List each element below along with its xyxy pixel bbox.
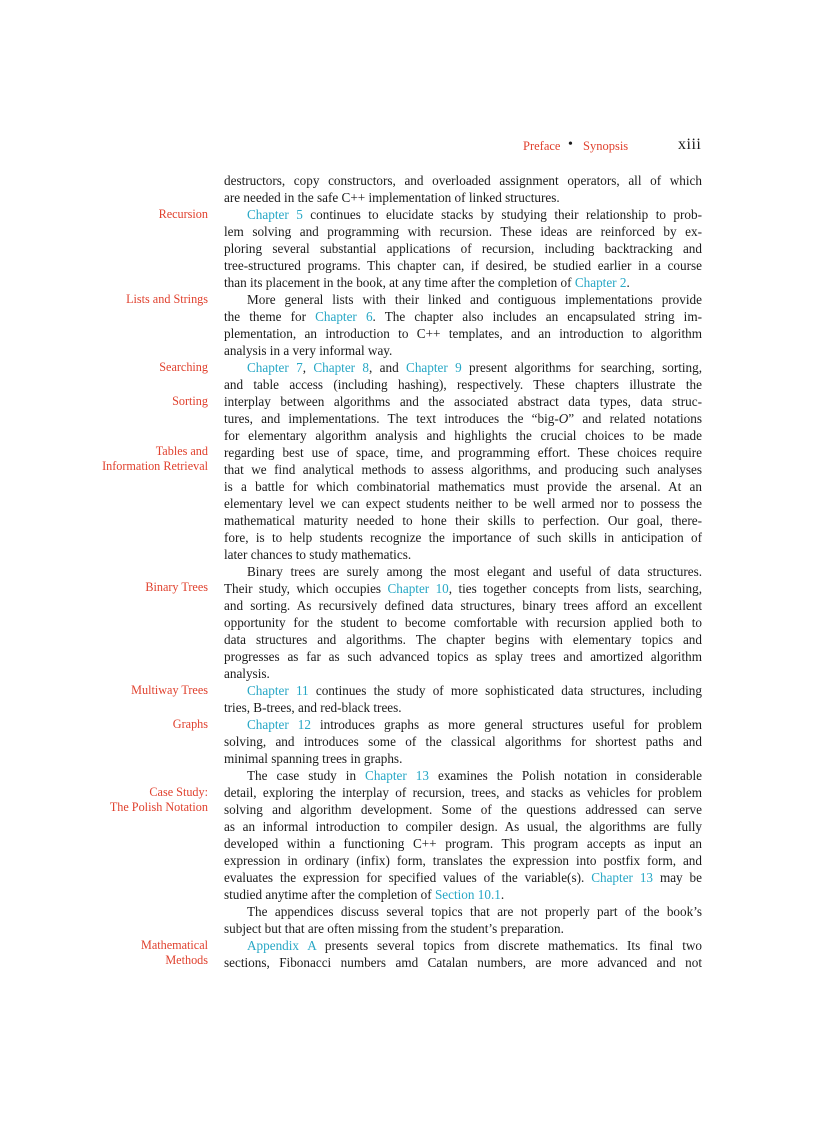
section-10-1-link[interactable]: Section 10.1 [434,887,501,902]
text-line: fore, is to help students recognize the importance of such skills in anticipation of [224,530,702,545]
text-line: The appendices discuss several topics that are not properly part of the book’s [247,904,702,919]
text-line: Chapter 7, Chapter 8, and Chapter 9 present algorithms for searching, sorting, [247,360,703,375]
chapter-9-link[interactable]: Chapter 9 [406,360,462,375]
margin-note-tables: Tables and [155,444,208,458]
chapter-6-link[interactable]: Chapter 6 [315,309,373,324]
margin-note-sorting: Sorting [172,394,208,408]
page-number: xiii [678,136,702,153]
text-line: and table access (including hashing), respectively. These chapters illustrate the [224,377,702,392]
margin-note-recursion: Recursion [158,207,208,221]
text-line: ploring several substantial applications of recursion, including backtracking and [224,241,702,256]
margin-note-graphs: Graphs [172,717,208,731]
text-line: are needed in the safe C++ implementation of linked structures. [224,190,560,205]
text-line: Chapter 5 continues to elucidate stacks by studying their relationship to prob- [247,207,702,222]
text-line: plementation, an introduction to C++ templates, and an introduction to algorithm [224,326,702,341]
text-line: The case study in Chapter 13 examines the Polish notation in considerable [247,768,703,783]
text-line: opportunity for the student to become comfortable with recursion applied both to [224,615,702,630]
text-line: elementary level we can expect students neither to be well armed nor to possess the [224,496,702,511]
text-line: solving, and introduces some of the classical algorithms for shortest paths and [224,734,702,749]
chapter-5-link[interactable]: Chapter 5 [247,207,303,222]
header-separator: • [568,137,573,152]
margin-note-searching: Searching [159,360,208,374]
text-line: Binary trees are surely among the most elegant and useful of data structures. [247,564,702,579]
text-line: is a battle for which combinatorial mathematics must provide the arsenal. At an [224,479,702,494]
margin-note-mathematical: Mathematical [140,938,208,952]
text-line: regarding best use of space, time, and programming effort. These choices require [224,445,702,460]
margin-note-methods: Methods [165,953,208,967]
margin-note-multiway-trees: Multiway Trees [131,683,208,697]
text-line: studied anytime after the completion of Section 10.1. [224,887,505,902]
text-line: minimal spanning trees in graphs. [224,751,403,766]
text-line: sections, Fibonacci numbers amd Catalan numbers, are more advanced and not [224,955,702,970]
text-line: tree-structured programs. This chapter can, if desired, be studied earlier in a course [224,258,702,273]
header-section: Preface [523,139,561,153]
text-line: evaluates the expression for specified values of the variable(s). Chapter 13 may be [224,870,702,885]
text-line: lem solving and programming with recursion. These ideas are reinforced by ex- [224,224,702,239]
margin-note-lists-strings: Lists and Strings [126,292,208,306]
text-line: progresses as far as such advanced topics as splay trees and amortized algorithm [224,649,702,664]
text-line: as an informal introduction to compiler design. As usual, the algorithms are fully [224,819,702,834]
text-line: tures, and implementations. The text introduces the “big-O” and related notations [224,411,702,426]
appendix-a-link[interactable]: Appendix A [247,938,316,953]
text-line: destructors, copy constructors, and overloaded assignment operators, all of which [224,173,702,188]
text-line: interplay between algorithms and the associated abstract data types, data struc- [224,394,702,409]
chapter-7-link[interactable]: Chapter 7 [247,360,303,375]
chapter-11-link[interactable]: Chapter 11 [247,683,309,698]
text-line: the theme for Chapter 6. The chapter also includes an encapsulated string im- [224,309,702,324]
margin-note-case-study: Case Study: [149,785,208,799]
text-line: data structures and algorithms. The chapter begins with elementary topics and [224,632,702,647]
text-line: detail, exploring the interplay of recursion, trees, and stacks as vehicles for problem [224,785,702,800]
text-line: Their study, which occupies Chapter 10, ties together concepts from lists, searching, [224,581,702,596]
chapter-13-link[interactable]: Chapter 13 [365,768,429,783]
text-line: developed within a functioning C++ program. This program accepts as input an [224,836,702,851]
running-header [0,136,816,156]
text-line: solving and algorithm development. Some of the questions addressed can serve [224,802,702,817]
chapter-13-link[interactable]: Chapter 13 [591,870,654,885]
chapter-8-link[interactable]: Chapter 8 [313,360,370,375]
margin-note-information-retrieval: Information Retrieval [102,459,208,473]
text-line: Appendix A presents several topics from discrete mathematics. Its final two [247,938,702,953]
text-line: subject but that are often missing from the student’s preparation. [224,921,564,936]
chapter-12-link[interactable]: Chapter 12 [247,717,311,732]
text-line: expression in ordinary (infix) form, translates the expression into postfix form, and [224,853,702,868]
text-line: Chapter 11 continues the study of more sophisticated data structures, including [247,683,702,698]
text-line: More general lists with their linked and contiguous implementations provide [247,292,702,307]
chapter-2-link[interactable]: Chapter 2 [574,275,627,290]
text-line: analysis. [224,666,270,681]
text-line: than its placement in the book, at any time after the completion of Chapter 2. [224,275,630,290]
text-line: and sorting. As recursively defined data structures, binary trees afford an excellent [224,598,702,613]
header-subsection: Synopsis [583,139,629,153]
text-line: tries, B-trees, and red-black trees. [224,700,402,715]
text-line: later chances to study mathematics. [224,547,412,562]
text-line: Chapter 12 introduces graphs as more general structures useful for problem [247,717,703,732]
margin-note-polish-notation: The Polish Notation [109,800,208,814]
text-line: that we find analytical methods to assess algorithms, and producing such analyses [224,462,702,477]
margin-note-binary-trees: Binary Trees [145,580,208,594]
text-line: mathematical maturity needed to hone their skills to perfection. Our goal, there- [224,513,702,528]
chapter-10-link[interactable]: Chapter 10 [387,581,449,596]
text-line: analysis in a very informal way. [224,343,393,358]
text-line: for elementary algorithm analysis and highlights the crucial choices to be made [224,428,702,443]
